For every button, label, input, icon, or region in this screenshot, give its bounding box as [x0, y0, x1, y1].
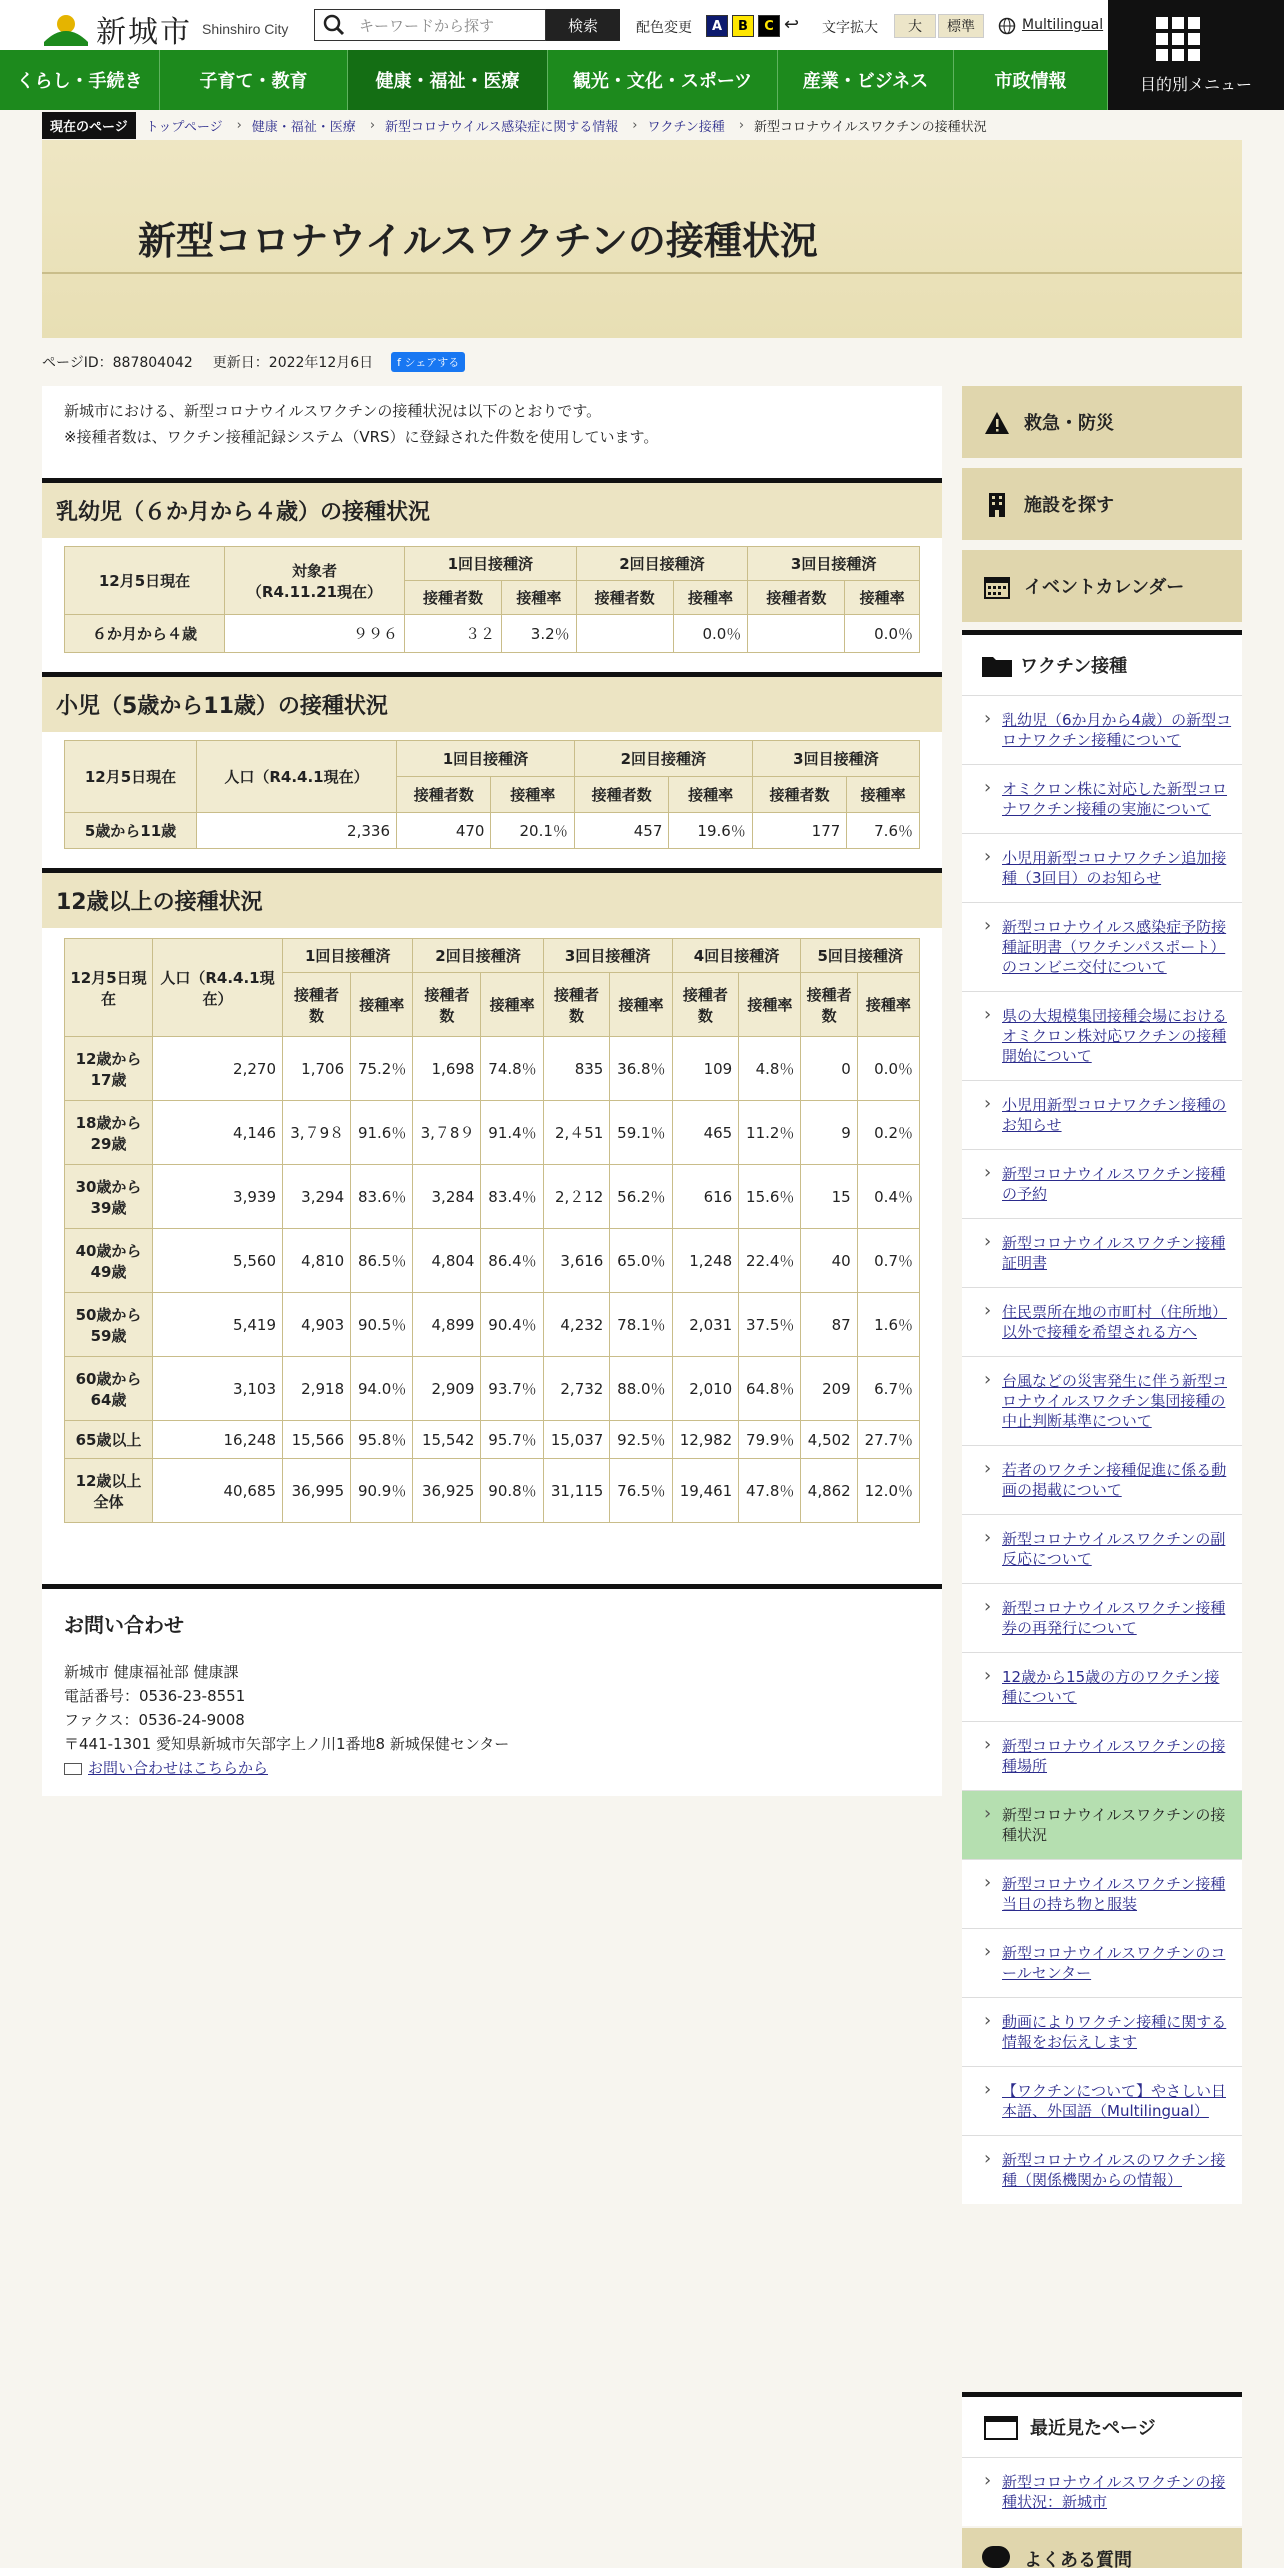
- faq-label: よくある質問: [1024, 2550, 1132, 2568]
- submenu-link[interactable]: 新型コロナウイルスワクチンのコールセンター: [1002, 1944, 1226, 1982]
- row-label: 50歳から 59歳: [65, 1293, 153, 1357]
- folder-icon: [982, 655, 1012, 677]
- row-label: 5歳から11歳: [65, 813, 197, 849]
- table-header: 3回目接種済: [543, 939, 672, 973]
- submenu-link[interactable]: 小児用新型コロナワクチン接種のお知らせ: [1002, 1096, 1227, 1134]
- table-cell: 75.2％: [351, 1037, 413, 1101]
- global-nav: [0, 50, 1108, 110]
- search-form: [314, 9, 620, 41]
- submenu-link[interactable]: 新型コロナウイルスワクチン接種券の再発行について: [1002, 1599, 1226, 1637]
- table-cell: 31,115: [543, 1459, 610, 1523]
- window-icon: [984, 2416, 1018, 2440]
- table-header: 接種率: [502, 581, 577, 615]
- purpose-menu-button[interactable]: [1108, 0, 1284, 110]
- table-cell: 15,566: [283, 1421, 351, 1459]
- recent-link[interactable]: 新型コロナウイルスワクチンの接種状況：新城市: [1002, 2473, 1226, 2511]
- table-cell: 59.1％: [610, 1101, 672, 1165]
- table-header: 接種率: [739, 973, 801, 1037]
- contact-dept: 新城市 健康福祉部 健康課: [64, 1663, 239, 1681]
- breadcrumb-link[interactable]: 健康・福祉・医療: [251, 119, 356, 135]
- submenu-item[interactable]: [962, 1445, 1242, 1514]
- font-large-button[interactable]: 大: [894, 14, 936, 38]
- table-header: 接種者数: [574, 777, 668, 813]
- table-cell: 465: [672, 1101, 739, 1165]
- submenu-item[interactable]: [962, 1928, 1242, 1997]
- gnav-item[interactable]: 市政情報: [954, 50, 1108, 110]
- chat-icon: [982, 2546, 1010, 2568]
- table-cell: 16,248: [153, 1421, 283, 1459]
- submenu-item[interactable]: [962, 1514, 1242, 1583]
- row-label: 65歳以上: [65, 1421, 153, 1459]
- share-label: シェアする: [404, 356, 460, 369]
- recent-heading: [962, 2397, 1242, 2457]
- table-cell: 4,232: [543, 1293, 610, 1357]
- table-cell: 95.8％: [351, 1421, 413, 1459]
- table-cell: 86.5％: [351, 1229, 413, 1293]
- color-c-button[interactable]: C: [758, 15, 780, 37]
- table-cell: 90.9％: [351, 1459, 413, 1523]
- table-cell: 2,031: [672, 1293, 739, 1357]
- table-cell: 1,706: [283, 1037, 351, 1101]
- row-label: ６か月から４歳: [65, 615, 225, 653]
- table-cell: 40,685: [153, 1459, 283, 1523]
- intro-line: 新城市における、新型コロナウイルスワクチンの接種状況は以下のとおりです。: [64, 402, 602, 420]
- breadcrumb-last: 新型コロナウイルスワクチンの接種状況: [754, 119, 987, 135]
- submenu-link[interactable]: 12歳から15歳の方のワクチン接種について: [1002, 1668, 1220, 1706]
- row-label: 30歳から 39歳: [65, 1165, 153, 1229]
- table-header: 接種率: [673, 581, 748, 615]
- gnav-item[interactable]: 子育て・教育: [160, 50, 348, 110]
- contact-box: [42, 1584, 942, 1796]
- table-cell: 47.8％: [739, 1459, 801, 1523]
- table-cell: 78.1％: [610, 1293, 672, 1357]
- table-cell: 1.6％: [857, 1293, 919, 1357]
- child-table: [64, 740, 920, 849]
- table-cell: 2,010: [672, 1357, 739, 1421]
- building-icon: [984, 492, 1010, 518]
- table-cell: 2,732: [543, 1357, 610, 1421]
- event-calendar-button[interactable]: [962, 550, 1242, 622]
- table-header: 接種者 数: [543, 973, 610, 1037]
- facebook-share-button[interactable]: f シェアする: [391, 352, 465, 372]
- submenu-link[interactable]: 住民票所在地の市町村（住所地）以外で接種を希望される方へ: [1002, 1303, 1228, 1341]
- table-cell: 616: [672, 1165, 739, 1229]
- table-header: 2回目接種済: [574, 741, 752, 777]
- breadcrumb-link[interactable]: トップページ: [145, 119, 223, 135]
- faq-button[interactable]: [962, 2528, 1242, 2568]
- infant-table: [64, 546, 920, 653]
- chevron-right-icon: ›: [738, 117, 745, 133]
- table-header: 接種者 数: [672, 973, 739, 1037]
- row-label: 40歳から 49歳: [65, 1229, 153, 1293]
- table-cell: 7.6％: [847, 813, 920, 849]
- submenu-link[interactable]: 新型コロナウイルスのワクチン接種（関係機関からの情報）: [1002, 2151, 1226, 2189]
- row-label: 60歳から 64歳: [65, 1357, 153, 1421]
- submenu-heading: [962, 635, 1242, 695]
- table-cell: 12.0％: [857, 1459, 919, 1523]
- submenu-item[interactable]: [962, 902, 1242, 991]
- table-header: 1回目接種済: [397, 741, 575, 777]
- recent-list: [962, 2457, 1242, 2526]
- table-row: [65, 1037, 920, 1101]
- table-cell: 2,270: [153, 1037, 283, 1101]
- contact-link-row: [64, 1757, 268, 1778]
- table-row: [65, 1357, 920, 1421]
- table-cell: ９９６: [225, 615, 405, 653]
- gnav-item[interactable]: 観光・文化・スポーツ: [548, 50, 778, 110]
- table-cell: 0.4％: [857, 1165, 919, 1229]
- warning-icon: [984, 410, 1010, 436]
- table-cell: 4,862: [801, 1459, 857, 1523]
- table-header: 接種率: [351, 973, 413, 1037]
- submenu-link[interactable]: 新型コロナウイルス感染症予防接種証明書（ワクチンパスポート）のコンビニ交付について: [1002, 918, 1227, 976]
- table-cell: 87: [801, 1293, 857, 1357]
- table-cell: 0: [801, 1037, 857, 1101]
- color-a-button[interactable]: A: [706, 15, 728, 37]
- table-cell: 36.8％: [610, 1037, 672, 1101]
- table-cell: 0.0％: [857, 1037, 919, 1101]
- table-cell: 74.8％: [481, 1037, 543, 1101]
- submenu-item[interactable]: [962, 2135, 1242, 2204]
- table-row: [65, 615, 920, 653]
- site-logo[interactable]: [44, 7, 288, 51]
- table-cell: 4.8％: [739, 1037, 801, 1101]
- site-name: 新城市: [96, 15, 192, 50]
- table-cell: 4,903: [283, 1293, 351, 1357]
- section-heading-infant: 乳幼児（６か月から４歳）の接種状況: [42, 478, 942, 538]
- table-cell: 3.2％: [502, 615, 577, 653]
- vaccine-submenu: [962, 630, 1242, 2204]
- table-cell: 79.9％: [739, 1421, 801, 1459]
- table-header: 1回目接種済: [283, 939, 413, 973]
- table-cell: 0.7％: [857, 1229, 919, 1293]
- submenu-link[interactable]: 新型コロナウイルスワクチン接種証明書: [1002, 1234, 1226, 1272]
- submenu-item[interactable]: [962, 764, 1242, 833]
- search-placeholder: キーワードから探す: [359, 16, 495, 35]
- table-row: [65, 1229, 920, 1293]
- breadcrumb-link[interactable]: 新型コロナウイルス感染症に関する情報: [385, 119, 619, 135]
- submenu-item[interactable]: [962, 1218, 1242, 1287]
- page-meta: [42, 352, 465, 372]
- grid-menu-icon: [1156, 17, 1204, 61]
- table-cell: 3,284: [413, 1165, 481, 1229]
- submenu-item[interactable]: [962, 1287, 1242, 1356]
- submenu-item[interactable]: [962, 1652, 1242, 1721]
- table-cell: 3,103: [153, 1357, 283, 1421]
- facility-label: 施設を探す: [1024, 495, 1114, 516]
- table-cell: 5,560: [153, 1229, 283, 1293]
- table-cell: 4,146: [153, 1101, 283, 1165]
- table-cell: 92.5％: [610, 1421, 672, 1459]
- submenu-item[interactable]: [962, 2066, 1242, 2135]
- table-cell: 56.2％: [610, 1165, 672, 1229]
- table-cell: 3,294: [283, 1165, 351, 1229]
- table-cell: 2,918: [283, 1357, 351, 1421]
- submenu-item[interactable]: [962, 1721, 1242, 1790]
- table-cell: 2,336: [197, 813, 397, 849]
- breadcrumb-current-label: 現在のページ: [42, 112, 136, 139]
- table-cell: 19.6％: [669, 813, 752, 849]
- color-change-label: 配色変更: [636, 20, 692, 36]
- globe-icon: [998, 17, 1016, 35]
- chevron-right-icon: ›: [369, 117, 376, 133]
- page-id: ページID：887804042: [42, 355, 193, 371]
- table-cell: 457: [574, 813, 668, 849]
- table-cell: 177: [752, 813, 846, 849]
- submenu-link[interactable]: 新型コロナウイルスワクチンの接種場所: [1002, 1737, 1226, 1775]
- table-cell: 12,982: [672, 1421, 739, 1459]
- table-cell: 4,810: [283, 1229, 351, 1293]
- table-cell: 1,698: [413, 1037, 481, 1101]
- table-header: 接種者数: [748, 581, 845, 615]
- undo-icon[interactable]: ↩: [784, 14, 800, 35]
- table-cell: 3,616: [543, 1229, 610, 1293]
- table-header: 人口（R4.4.1現 在）: [153, 939, 283, 1037]
- table-cell: 3,７8９: [413, 1101, 481, 1165]
- recent-pages: [962, 2392, 1242, 2526]
- menu-label: 目的別メニュー: [1139, 75, 1252, 94]
- table-cell: 22.4％: [739, 1229, 801, 1293]
- table-cell: 109: [672, 1037, 739, 1101]
- emergency-label: 救急・防災: [1024, 413, 1114, 434]
- table-header: 1回目接種済: [405, 547, 577, 581]
- table-cell: 15,037: [543, 1421, 610, 1459]
- row-label: 18歳から 29歳: [65, 1101, 153, 1165]
- submenu-link[interactable]: 新型コロナウイルスワクチン接種の予約: [1002, 1165, 1226, 1203]
- submenu-link[interactable]: オミクロン株に対応した新型コロナワクチン接種の実施について: [1002, 780, 1228, 818]
- recent-item[interactable]: [962, 2457, 1242, 2526]
- table-cell: 0.0％: [673, 615, 748, 653]
- gnav-item[interactable]: 産業・ビジネス: [778, 50, 954, 110]
- table-header: 接種者数: [405, 581, 502, 615]
- table-header: 接種者数: [576, 581, 673, 615]
- mail-icon: [64, 1763, 82, 1775]
- submenu-item[interactable]: [962, 833, 1242, 902]
- table-cell: 91.4％: [481, 1101, 543, 1165]
- adult-table: [64, 938, 920, 1523]
- contact-tel: 電話番号：0536-23-8551: [64, 1687, 246, 1705]
- table-cell: 2,４51: [543, 1101, 610, 1165]
- table-cell: 0.2％: [857, 1101, 919, 1165]
- table-header: 対象者 （R4.11.21現在）: [225, 547, 405, 615]
- table-cell: 2,２12: [543, 1165, 610, 1229]
- table-cell: 83.6％: [351, 1165, 413, 1229]
- table-header: 12月5日現在: [65, 741, 197, 813]
- table-cell: 3,939: [153, 1165, 283, 1229]
- table-cell: [748, 615, 845, 653]
- intro-text: [64, 398, 658, 450]
- table-cell: 15,542: [413, 1421, 481, 1459]
- font-size-label: 文字拡大: [822, 20, 878, 36]
- emergency-button[interactable]: [962, 386, 1242, 458]
- section-heading-adult: 12歳以上の接種状況: [42, 868, 942, 928]
- table-cell: 88.0％: [610, 1357, 672, 1421]
- contact-heading: お問い合わせ: [64, 1613, 184, 1637]
- submenu-link[interactable]: 新型コロナウイルスワクチン接種当日の持ち物と服装: [1002, 1875, 1226, 1913]
- chevron-right-icon: ›: [236, 117, 242, 133]
- row-label: 12歳以上 全体: [65, 1459, 153, 1523]
- city-emblem-icon: [44, 12, 88, 46]
- contact-form-link[interactable]: お問い合わせはこちらから: [88, 1759, 269, 1777]
- table-header: 接種率: [847, 777, 920, 813]
- table-header: 接種者 数: [801, 973, 857, 1037]
- table-row: [65, 1421, 920, 1459]
- submenu-item[interactable]: [962, 1583, 1242, 1652]
- breadcrumb-link[interactable]: ワクチン接種: [647, 119, 725, 135]
- search-input[interactable]: [314, 9, 546, 41]
- table-header: 4回目接種済: [672, 939, 801, 973]
- table-cell: 86.4％: [481, 1229, 543, 1293]
- table-cell: 94.0％: [351, 1357, 413, 1421]
- table-header: 3回目接種済: [748, 547, 920, 581]
- title-divider: [42, 272, 1242, 274]
- table-cell: 3,７9８: [283, 1101, 351, 1165]
- table-cell: 76.5％: [610, 1459, 672, 1523]
- table-cell: 90.4％: [481, 1293, 543, 1357]
- table-cell: 36,925: [413, 1459, 481, 1523]
- table-cell: 11.2％: [739, 1101, 801, 1165]
- table-cell: 90.5％: [351, 1293, 413, 1357]
- table-cell: 37.5％: [739, 1293, 801, 1357]
- submenu-link[interactable]: 小児用新型コロナワクチン追加接種（3回目）のお知らせ: [1002, 849, 1227, 887]
- intro-line: ※接種者数は、ワクチン接種記録システム（VRS）に登録された件数を使用しています。: [64, 428, 659, 446]
- site-header: [0, 0, 1284, 50]
- calendar-icon: [984, 574, 1010, 600]
- table-header: 接種者数: [397, 777, 491, 813]
- submenu-link[interactable]: 新型コロナウイルスワクチンの副反応について: [1002, 1530, 1226, 1568]
- contact-address: 〒441-1301 愛知県新城市矢部字上ノ川1番地8 新城保健センター: [64, 1735, 510, 1753]
- table-header: 接種率: [491, 777, 574, 813]
- table-cell: 6.7％: [857, 1357, 919, 1421]
- recent-title: 最近見たページ: [1030, 2418, 1156, 2439]
- table-cell: 15.6％: [739, 1165, 801, 1229]
- table-header: 12月5日現 在: [65, 939, 153, 1037]
- table-header: 接種率: [481, 973, 543, 1037]
- submenu-item[interactable]: [962, 1997, 1242, 2066]
- updated-date: 更新日：2022年12月6日: [212, 355, 374, 371]
- submenu-list: [962, 695, 1242, 2204]
- row-label: 12歳から 17歳: [65, 1037, 153, 1101]
- table-header: 2回目接種済: [413, 939, 543, 973]
- table-row: [65, 1293, 920, 1357]
- table-header: 接種率: [610, 973, 672, 1037]
- submenu-title: ワクチン接種: [1020, 656, 1128, 677]
- table-cell: 90.8％: [481, 1459, 543, 1523]
- breadcrumb: [42, 112, 987, 138]
- facility-button[interactable]: [962, 468, 1242, 540]
- table-cell: 20.1％: [491, 813, 574, 849]
- table-header: 5回目接種済: [801, 939, 920, 973]
- table-cell: 4,899: [413, 1293, 481, 1357]
- table-cell: 0.0％: [845, 615, 920, 653]
- table-cell: 2,909: [413, 1357, 481, 1421]
- table-cell: 95.7％: [481, 1421, 543, 1459]
- table-cell: 5,419: [153, 1293, 283, 1357]
- table-cell: 19,461: [672, 1459, 739, 1523]
- gnav-item-active[interactable]: 健康・福祉・医療: [348, 50, 548, 110]
- chevron-right-icon: ›: [632, 117, 638, 133]
- table-header: 3回目接種済: [752, 741, 919, 777]
- table-header: 12月5日現在: [65, 547, 225, 615]
- table-cell: 835: [543, 1037, 610, 1101]
- table-cell: 4,804: [413, 1229, 481, 1293]
- table-cell: 470: [397, 813, 491, 849]
- table-header: 接種者 数: [283, 973, 351, 1037]
- table-cell: 15: [801, 1165, 857, 1229]
- table-header: 接種者数: [752, 777, 846, 813]
- submenu-item[interactable]: [962, 1080, 1242, 1149]
- page-title-banner: [42, 140, 1242, 338]
- table-cell: 91.6％: [351, 1101, 413, 1165]
- submenu-item[interactable]: [962, 1149, 1242, 1218]
- table-cell: ３２: [405, 615, 502, 653]
- font-standard-button[interactable]: 標準: [938, 14, 984, 38]
- table-header: 2回目接種済: [576, 547, 748, 581]
- table-header: 人口（R4.4.1現在）: [197, 741, 397, 813]
- submenu-link[interactable]: 新型コロナウイルスワクチンの接種状況: [1002, 1806, 1226, 1844]
- events-label: イベントカレンダー: [1024, 577, 1185, 598]
- submenu-link[interactable]: 台風などの災害発生に伴う新型コロナウイルスワクチン集団接種の中止判断基準について: [1002, 1372, 1228, 1430]
- color-b-button[interactable]: B: [732, 15, 754, 37]
- submenu-link[interactable]: 【ワクチンについて】やさしい日本語、外国語（Multilingual）: [1002, 2082, 1226, 2120]
- table-cell: [576, 615, 673, 653]
- table-row: [65, 1101, 920, 1165]
- table-cell: 93.7％: [481, 1357, 543, 1421]
- table-row: [65, 813, 920, 849]
- site-name-en: Shinshiro City: [202, 21, 289, 37]
- table-cell: 9: [801, 1101, 857, 1165]
- submenu-item[interactable]: [962, 1356, 1242, 1445]
- table-row: [65, 1459, 920, 1523]
- page-title: 新型コロナウイルスワクチンの接種状況: [138, 219, 818, 263]
- table-header: 接種者 数: [413, 973, 481, 1037]
- submenu-link[interactable]: 若者のワクチン接種促進に係る動画の掲載について: [1002, 1461, 1227, 1499]
- submenu-item[interactable]: [962, 991, 1242, 1080]
- submenu-link[interactable]: 乳幼児（6か月から4歳）の新型コロナワクチン接種について: [1002, 711, 1232, 749]
- table-cell: 65.0％: [610, 1229, 672, 1293]
- table-row: [65, 1165, 920, 1229]
- table-cell: 40: [801, 1229, 857, 1293]
- submenu-item[interactable]: [962, 695, 1242, 764]
- submenu-link[interactable]: 県の大規模集団接種会場におけるオミクロン株対応ワクチンの接種開始について: [1002, 1007, 1228, 1065]
- table-cell: 4,502: [801, 1421, 857, 1459]
- submenu-item[interactable]: [962, 1790, 1242, 1859]
- search-icon: [323, 14, 345, 36]
- submenu-item[interactable]: [962, 1859, 1242, 1928]
- multilingual-link[interactable]: Multilingual: [1022, 17, 1104, 33]
- table-cell: 83.4％: [481, 1165, 543, 1229]
- table-cell: 27.7％: [857, 1421, 919, 1459]
- table-header: 接種率: [845, 581, 920, 615]
- table-cell: 36,995: [283, 1459, 351, 1523]
- section-heading-child: 小児（5歳から11歳）の接種状況: [42, 672, 942, 732]
- table-header: 接種率: [857, 973, 919, 1037]
- table-cell: 1,248: [672, 1229, 739, 1293]
- table-header: 接種率: [669, 777, 752, 813]
- table-cell: 209: [801, 1357, 857, 1421]
- table-cell: 64.8％: [739, 1357, 801, 1421]
- gnav-item[interactable]: くらし・手続き: [0, 50, 160, 110]
- search-button[interactable]: 検索: [546, 9, 620, 41]
- submenu-link[interactable]: 動画によりワクチン接種に関する情報をお伝えします: [1002, 2013, 1227, 2051]
- contact-fax: ファクス：0536-24-9008: [64, 1711, 245, 1729]
